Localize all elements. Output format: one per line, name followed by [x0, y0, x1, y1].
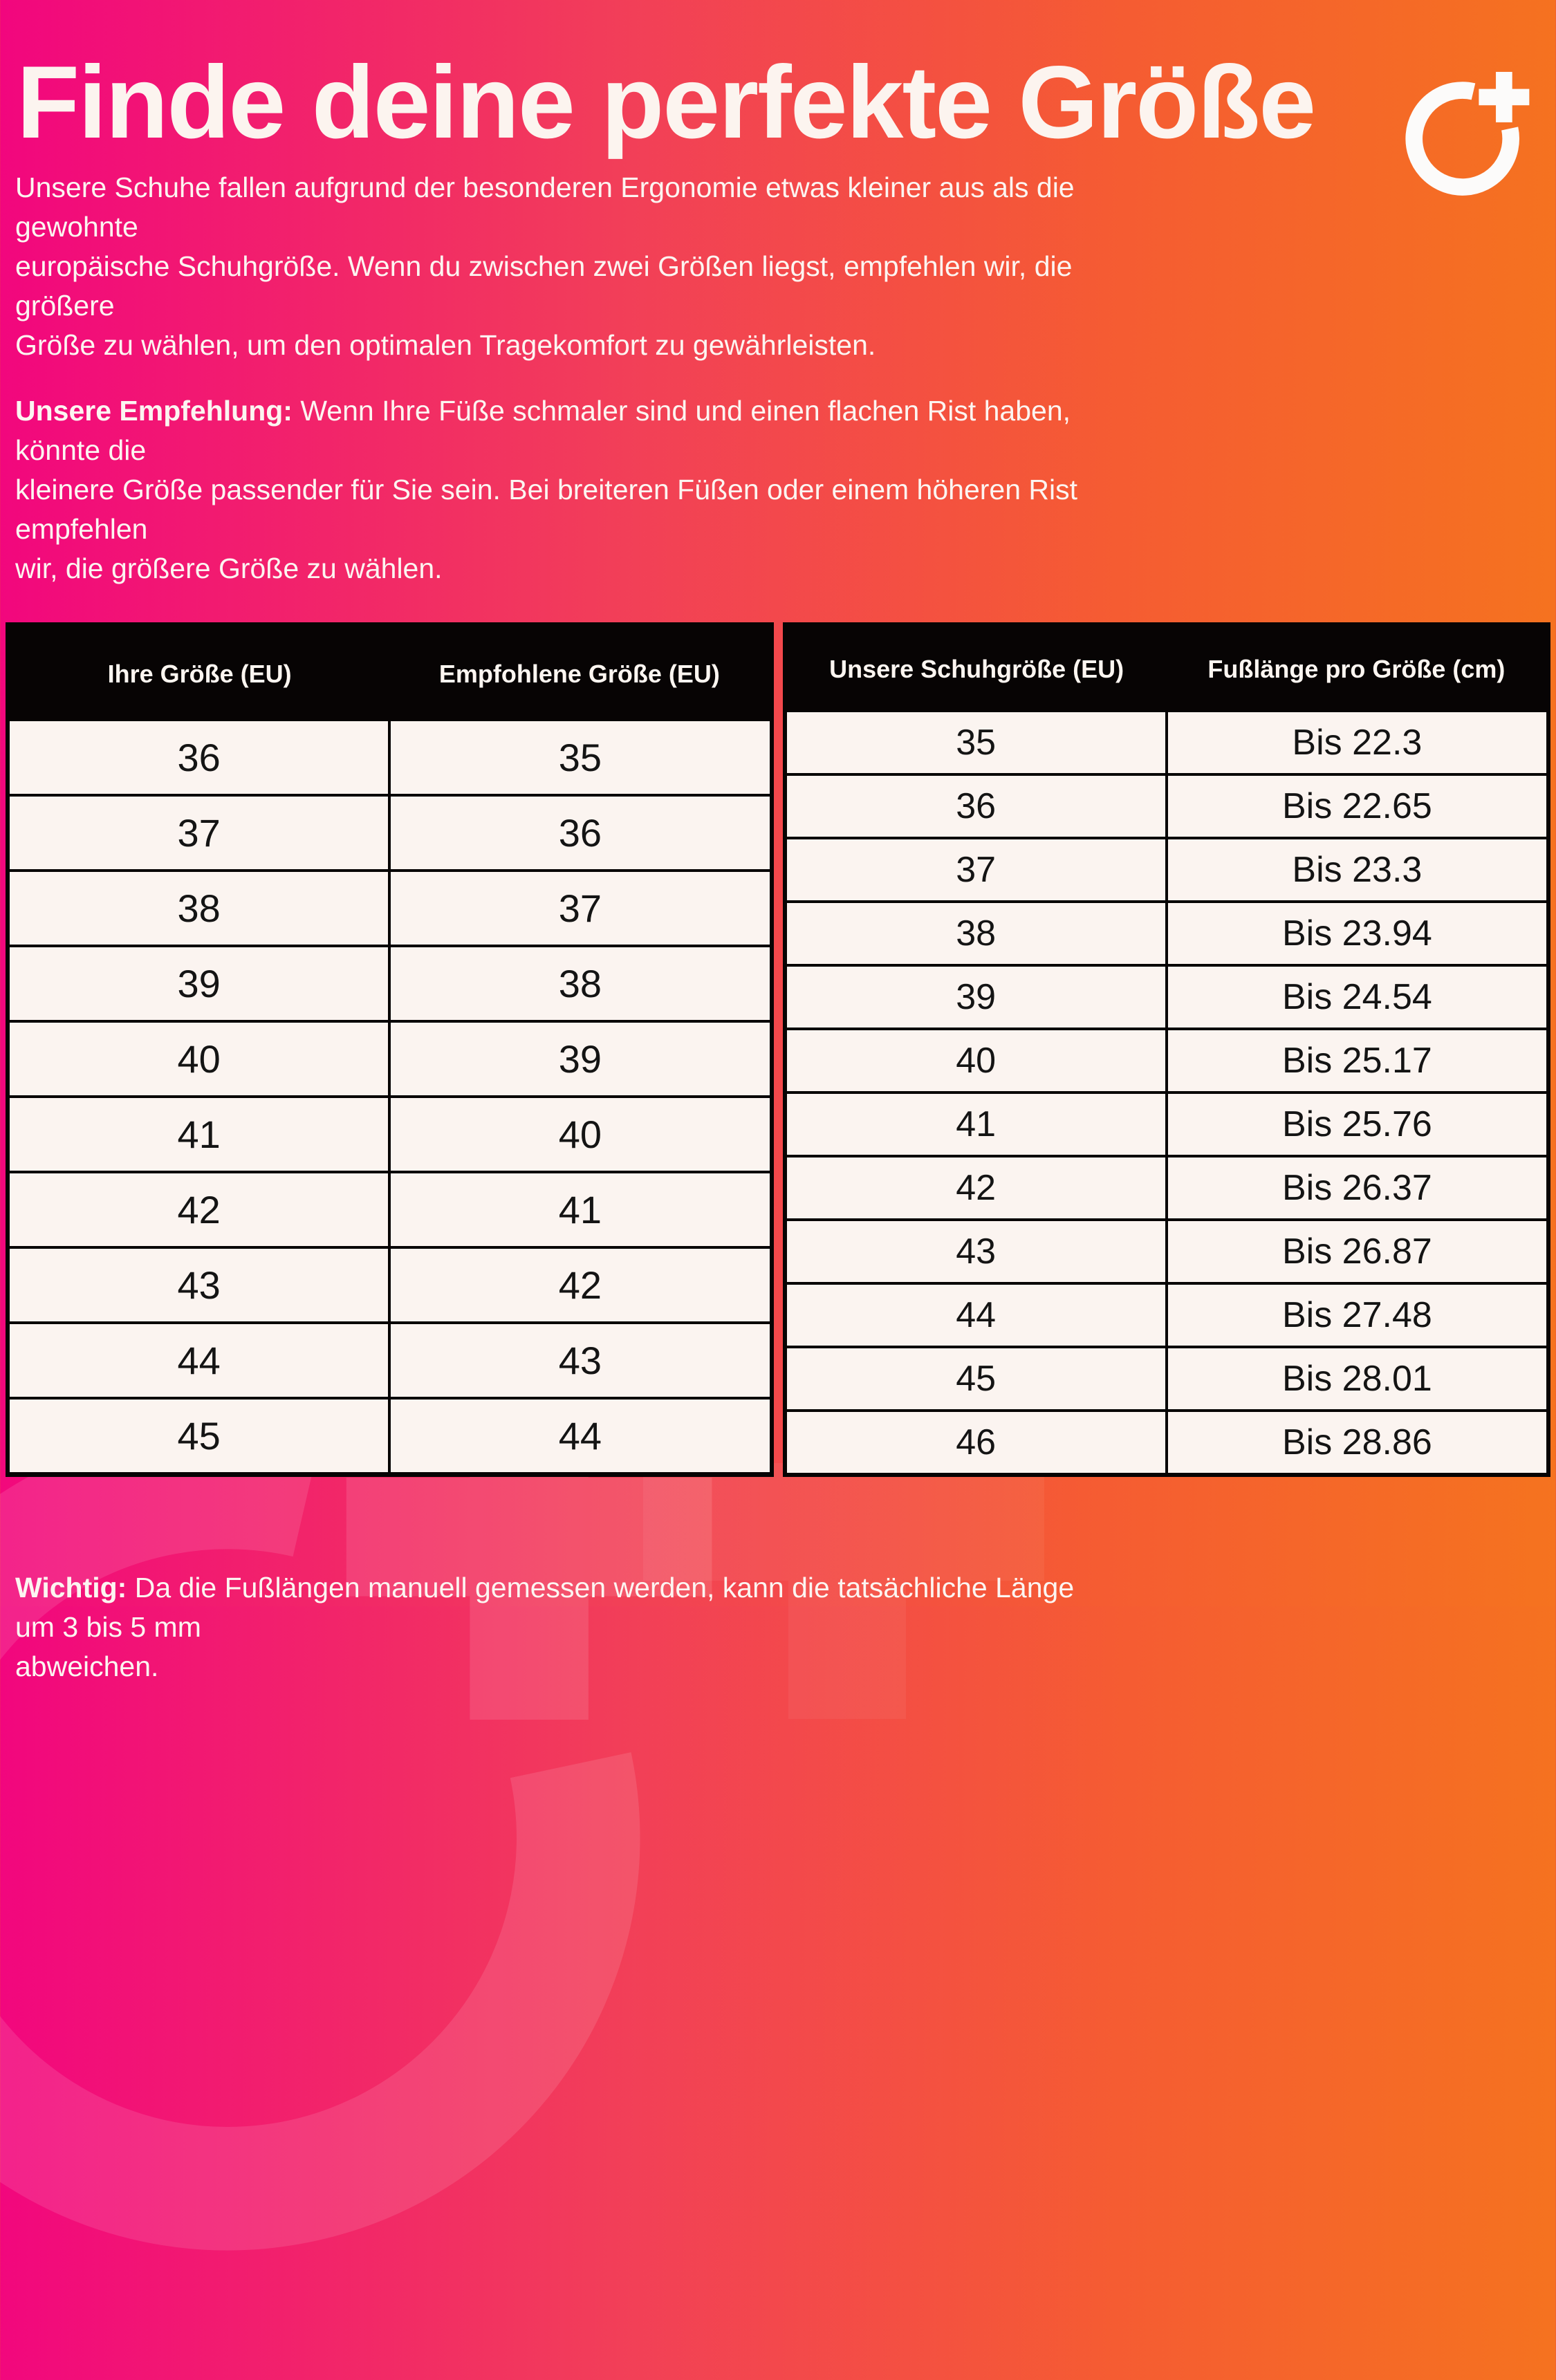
column-header: Empfohlene Größe (EU)	[438, 659, 720, 688]
table-row	[787, 964, 1547, 1028]
table-row	[787, 1409, 1547, 1473]
table-row	[787, 1282, 1547, 1346]
table-row	[787, 773, 1547, 837]
table-cell: Bis 28.01	[1165, 1348, 1546, 1409]
table-row	[10, 1397, 770, 1472]
table-cell: 40	[956, 1041, 997, 1081]
table-cell: Bis 24.54	[1165, 967, 1546, 1028]
table-body	[10, 721, 770, 1472]
size-conversion-table	[6, 622, 774, 1477]
table-cell: 35	[956, 723, 997, 763]
table-row	[10, 1246, 770, 1321]
table-cell: Bis 27.48	[1165, 1285, 1546, 1346]
table-row	[787, 1028, 1547, 1091]
table-cell: Bis 26.37	[1165, 1158, 1546, 1218]
table-header-row	[787, 626, 1547, 712]
table-cell: 45	[177, 1414, 221, 1458]
size-guide-infographic	[0, 44, 1556, 1686]
table-cell: 39	[388, 1023, 769, 1095]
table-cell: 40	[177, 1037, 221, 1081]
table-cell: Bis 23.3	[1165, 839, 1546, 900]
table-cell: 42	[388, 1249, 769, 1321]
table-cell: 43	[388, 1324, 769, 1397]
table-cell: 46	[956, 1422, 997, 1462]
table-cell: Bis 23.94	[1165, 903, 1546, 964]
table-row	[10, 794, 770, 869]
table-cell: 45	[956, 1359, 997, 1399]
table-row	[10, 945, 770, 1020]
recommendation-lead: Unsere Empfehlung:	[15, 395, 301, 427]
table-row	[10, 721, 770, 794]
table-cell: 36	[177, 736, 221, 779]
table-row	[10, 1171, 770, 1246]
table-cell: Bis 26.87	[1165, 1221, 1546, 1282]
table-cell: Bis 22.3	[1165, 712, 1546, 773]
table-cell: 39	[177, 962, 221, 1005]
table-cell: 43	[956, 1231, 997, 1272]
column-header: Fußlänge pro Größe (cm)	[1207, 655, 1506, 683]
table-row	[10, 1321, 770, 1397]
table-cell: 35	[388, 721, 769, 794]
size-tables-section	[6, 622, 1550, 1477]
table-cell: 42	[177, 1188, 221, 1231]
table-row	[787, 1346, 1547, 1409]
table-cell: 42	[956, 1168, 997, 1208]
table-cell: 41	[956, 1104, 997, 1144]
table-cell: 36	[388, 797, 769, 869]
recommendation-text: Wenn Ihre Füße schmaler sind und einen flachen Rist haben, könnte die kleinere Größe passender für Sie sein. Bei breiteren Füßen oder einem höheren Rist empfehlen wir, die größere Größe zu wählen.	[15, 395, 1078, 584]
table-cell: Bis 28.86	[1165, 1412, 1546, 1473]
table-row	[787, 837, 1547, 900]
recommendation-paragraph	[15, 391, 1094, 588]
table-cell: 38	[956, 913, 997, 954]
table-cell: 39	[956, 977, 997, 1017]
table-cell: 44	[388, 1400, 769, 1472]
table-cell: 36	[956, 786, 997, 826]
note-text: Da die Fußlängen manuell gemessen werden, kann die tatsächliche Länge um 3 bis 5 mm abweichen.	[15, 1572, 1075, 1682]
table-body	[787, 712, 1547, 1473]
table-row	[787, 1218, 1547, 1282]
table-header-row	[10, 626, 770, 721]
table-cell: 38	[388, 947, 769, 1020]
table-row	[10, 1095, 770, 1171]
note-paragraph	[15, 1568, 1094, 1686]
table-cell: Bis 25.76	[1165, 1094, 1546, 1155]
table-cell: 44	[956, 1295, 997, 1335]
table-cell: 37	[956, 850, 997, 890]
foot-length-table	[783, 622, 1551, 1477]
table-cell: Bis 25.17	[1165, 1030, 1546, 1091]
table-row	[787, 900, 1547, 964]
brand-logo-circle-plus-icon	[1403, 70, 1546, 213]
column-header: Ihre Größe (EU)	[107, 659, 292, 688]
table-row	[787, 1091, 1547, 1155]
page-title: Finde deine perfekte Größe	[17, 44, 1315, 160]
note-lead: Wichtig:	[15, 1572, 135, 1603]
table-cell: 38	[177, 886, 221, 930]
table-cell: Bis 22.65	[1165, 776, 1546, 837]
table-row	[787, 712, 1547, 773]
table-cell: 41	[388, 1173, 769, 1246]
table-cell: 44	[177, 1339, 221, 1382]
intro-paragraph: Unsere Schuhe fallen aufgrund der besonderen Ergonomie etwas kleiner aus als die gewohnte europäische Schuhgröße. Wenn du zwischen zwei Größen liegst, empfehlen wir, die größere Größe zu wählen, um den optimalen Tragekomfort zu gewährleisten.	[15, 171, 1075, 361]
table-cell: 40	[388, 1098, 769, 1171]
column-header: Unsere Schuhgröße (EU)	[829, 655, 1124, 683]
table-cell: 43	[177, 1263, 221, 1307]
table-cell: 37	[388, 872, 769, 945]
table-cell: 37	[177, 811, 221, 855]
table-row	[787, 1155, 1547, 1218]
table-row	[10, 1020, 770, 1095]
table-row	[10, 869, 770, 945]
table-cell: 41	[177, 1113, 221, 1156]
